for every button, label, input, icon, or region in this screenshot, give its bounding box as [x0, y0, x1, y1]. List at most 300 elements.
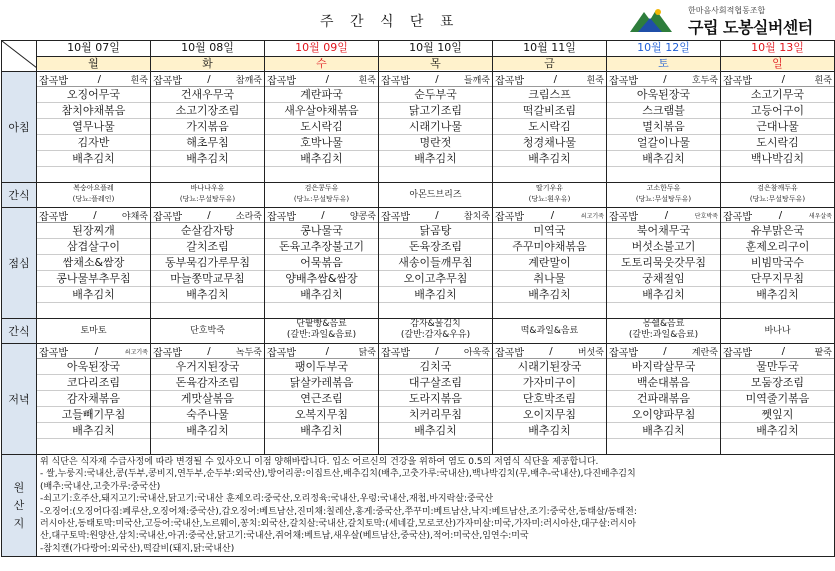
meal-header: [265, 208, 378, 223]
menu-item: 취나물: [493, 271, 606, 287]
origin-label-char: 원: [13, 480, 25, 494]
snack-diabetic: (당뇨:플레인): [72, 195, 115, 203]
menu-item-blank: [151, 439, 264, 454]
menu-item: 배추김치: [379, 151, 492, 167]
menu-item-blank: [493, 303, 606, 318]
porridge-label: 야채죽: [121, 211, 148, 222]
menu-item-blank: [37, 439, 150, 454]
meal-header: [37, 344, 150, 359]
dinner-label-cell: [2, 344, 37, 455]
menu-item-blank: [493, 439, 606, 454]
snack-main: 검은참깨두유: [757, 184, 798, 192]
menu-item: 김치국: [379, 359, 492, 375]
snack-pm-cell: [151, 319, 265, 344]
date-header-cell: [493, 41, 607, 57]
snack-diabetic: (갈반:과일&음료): [628, 330, 699, 340]
menu-item: 비빔막국수: [721, 255, 834, 271]
date-header-cell: [607, 41, 721, 57]
menu-item: 배추김치: [493, 287, 606, 303]
date-header-cell: [151, 41, 265, 57]
menu-item: 백나박김치: [721, 151, 834, 167]
menu-item-blank: [37, 167, 150, 182]
menu-item: 배추김치: [37, 423, 150, 439]
separator: /: [550, 209, 555, 221]
date-header-cell: [721, 41, 835, 57]
lunch-cell: [265, 208, 379, 319]
porridge-label: 흰죽: [586, 75, 604, 86]
separator: /: [93, 209, 97, 221]
meal-header: [721, 72, 834, 87]
snack-main: 떡&과일&음료: [520, 326, 579, 336]
snack-main: 감자&물김치: [410, 319, 461, 329]
breakfast-cell: [493, 72, 607, 183]
menu-item: 멸치볶음: [607, 119, 720, 135]
menu-item: 배추김치: [265, 287, 378, 303]
rice-label: 잡곡밥: [267, 347, 296, 359]
menu-item: 훈제오리구이: [721, 239, 834, 255]
porridge-label: 아욱죽: [463, 347, 490, 358]
snack-diabetic: (당뇨:무설탕두유): [293, 195, 350, 203]
snack-diabetic: (당뇨:무설탕두유): [635, 195, 692, 203]
menu-item: 양배추쌈&쌈장: [265, 271, 378, 287]
note-line: 러시아산,동태토막:미국산,고등어:국내산,노르웨이,꽁치:외국산,갈치살:국내산,갈치토막:(세네갈,모로코산)가자미살:미국,가자미:러시아산,대구살:러시아: [40, 519, 637, 530]
lunch-cell: [493, 208, 607, 319]
origin-label-char: 산: [13, 498, 25, 512]
dinner-cell: [265, 344, 379, 455]
porridge-label: 녹두죽: [235, 347, 262, 358]
menu-item: 시래기된장국: [493, 359, 606, 375]
menu-item: 쩻잎지: [721, 407, 834, 423]
menu-item: 배추김치: [721, 287, 834, 303]
snack-am-cell: [265, 183, 379, 208]
menu-item: 스크램블: [607, 103, 720, 119]
dinner-cell: [493, 344, 607, 455]
menu-item: 모둠장조림: [721, 375, 834, 391]
menu-item: 돈육감자조림: [151, 375, 264, 391]
menu-item: 백순대볶음: [607, 375, 720, 391]
snack-diabetic: (갈반:감자&우유): [400, 330, 471, 340]
menu-item: 게맛살볶음: [151, 391, 264, 407]
snack-pm-label: 간식: [8, 325, 30, 338]
day-header-cell: [607, 57, 721, 72]
breakfast-cell: [379, 72, 493, 183]
menu-item: 배추김치: [37, 287, 150, 303]
org-name: 구립 도봉실버센터: [688, 18, 813, 37]
snack-main: 아몬드브리즈: [409, 190, 462, 200]
breakfast-cell: [607, 72, 721, 183]
lunch-cell: [721, 208, 835, 319]
porridge-label: 참치죽: [463, 211, 490, 222]
snack-pm-cell: [607, 319, 721, 344]
menu-item-blank: [607, 167, 720, 182]
rice-label: 잡곡밥: [381, 347, 410, 359]
menu-item: 명란젓: [379, 135, 492, 151]
day-header-cell: [37, 57, 151, 72]
menu-item: 새송이들깨무침: [379, 255, 492, 271]
menu-item: 아욱된장국: [37, 359, 150, 375]
date-header-cell: [37, 41, 151, 57]
snack-am-cell: [151, 183, 265, 208]
org-subtitle: 한마음사회적협동조합: [688, 6, 766, 15]
menu-item: 호박나물: [265, 135, 378, 151]
day-date: 10월 09일: [295, 41, 348, 54]
day-date: 10월 13일: [751, 41, 804, 54]
lunch-row: [2, 208, 835, 319]
menu-item: 순살감자탕: [151, 223, 264, 239]
separator: /: [207, 73, 211, 85]
page-title: 주 간 식 단 표: [320, 14, 460, 30]
date-header-cell: [265, 41, 379, 57]
day-header-cell: [265, 57, 379, 72]
menu-item: 참치야채볶음: [37, 103, 150, 119]
menu-item: 된장찌개: [37, 223, 150, 239]
menu-item: 배추김치: [721, 423, 834, 439]
menu-item: 소고기무국: [721, 87, 834, 103]
porridge-label: 호두죽: [691, 75, 718, 86]
snack-pm-cell: [37, 319, 151, 344]
snack-main: 복숭아요플레: [73, 184, 114, 192]
origin-label-char: 지: [13, 516, 25, 530]
porridge-label: 흰죽: [814, 75, 832, 86]
menu-item: 우거지된장국: [151, 359, 264, 375]
day-name: 금: [493, 57, 606, 70]
menu-item: 치커리무침: [379, 407, 492, 423]
porridge-label: 들깨죽: [463, 75, 490, 86]
menu-item: 배추김치: [37, 151, 150, 167]
snack-main: 바나나: [764, 326, 791, 336]
menu-item: 버섯소불고기: [607, 239, 720, 255]
separator: /: [97, 73, 101, 85]
snack-am-label-cell: [2, 183, 37, 208]
menu-item-blank: [379, 439, 492, 454]
menu-item: 숙주나물: [151, 407, 264, 423]
menu-item: 고등어구이: [721, 103, 834, 119]
day-header-cell: [721, 57, 835, 72]
snack-am-cell: [493, 183, 607, 208]
separator: /: [435, 345, 439, 357]
day-header-cell: [151, 57, 265, 72]
rice-label: 잡곡밥: [495, 211, 524, 223]
meal-header: [493, 72, 606, 87]
snack-main: 몽쉘&음료: [642, 319, 685, 329]
meal-header: [493, 208, 606, 223]
menu-item: 삼겹살구이: [37, 239, 150, 255]
menu-item: 도시락김: [721, 135, 834, 151]
breakfast-cell: [265, 72, 379, 183]
rice-label: 잡곡밥: [495, 75, 524, 87]
day-name: 수: [265, 57, 378, 70]
menu-item-blank: [379, 167, 492, 182]
porridge-label: 쇠고기죽: [124, 348, 148, 356]
snack-diabetic: (당뇨:무설탕두유): [179, 195, 236, 203]
snack-am-cell: [379, 183, 493, 208]
day-name: 일: [721, 57, 834, 70]
rice-label: 잡곡밥: [723, 211, 752, 223]
porridge-label: 흰죽: [358, 75, 376, 86]
menu-item: 배추김치: [607, 423, 720, 439]
rice-label: 잡곡밥: [153, 75, 182, 87]
menu-item: 시래기나물: [379, 119, 492, 135]
menu-item: 가지볶음: [151, 119, 264, 135]
breakfast-cell: [37, 72, 151, 183]
menu-item: 미역줄기볶음: [721, 391, 834, 407]
menu-item-blank: [265, 439, 378, 454]
separator: /: [325, 73, 329, 85]
meal-header: [265, 344, 378, 359]
snack-pm-label-cell: [2, 319, 37, 344]
snack-main: 바나나우유: [190, 184, 225, 192]
menu-item: 도토리묵웃갓무침: [607, 255, 720, 271]
note-line: 산,대구토막:원양산,삼치:국내산,아귀:중국산,닭고기:국내산,쥐어채:베트남,새우살(베트남산,중국산),적어:미국산,임연수:미국: [40, 531, 529, 542]
snack-pm-cell: [493, 319, 607, 344]
menu-item: 배추김치: [265, 423, 378, 439]
menu-item: 건파래볶음: [607, 391, 720, 407]
separator: /: [664, 209, 669, 221]
menu-item-blank: [151, 303, 264, 318]
menu-item: 단무지무침: [721, 271, 834, 287]
menu-item: 돈육고추장불고기: [265, 239, 378, 255]
snack-main: 토마토: [80, 326, 107, 336]
rice-label: 잡곡밥: [39, 347, 68, 359]
dinner-cell: [151, 344, 265, 455]
porridge-label: 참깨죽: [235, 75, 262, 86]
separator: /: [663, 345, 667, 357]
day-date: 10월 11일: [523, 41, 576, 54]
menu-item: 청경채나물: [493, 135, 606, 151]
day-name: 월: [37, 57, 150, 70]
meal-header: [151, 208, 264, 223]
day-header-cell: [493, 57, 607, 72]
meal-header: [151, 344, 264, 359]
menu-item-blank: [37, 303, 150, 318]
mountain-logo-icon: [628, 4, 674, 34]
menu-item: 소고기장조림: [151, 103, 264, 119]
menu-item-blank: [151, 167, 264, 182]
menu-item: 도라지볶음: [379, 391, 492, 407]
menu-item: 도시락김: [493, 119, 606, 135]
menu-item: 크림스프: [493, 87, 606, 103]
separator: /: [781, 345, 785, 357]
dinner-cell: [379, 344, 493, 455]
porridge-label: 새우살죽: [808, 212, 832, 220]
porridge-label: 팥죽: [814, 347, 832, 358]
meal-header: [37, 72, 150, 87]
dinner-label: 저녁: [8, 393, 30, 406]
separator: /: [207, 345, 211, 357]
rice-label: 잡곡밥: [723, 347, 752, 359]
corner-diagonal: [2, 41, 37, 68]
menu-item: 북어채무국: [607, 223, 720, 239]
breakfast-cell: [151, 72, 265, 183]
menu-item: 건새우무국: [151, 87, 264, 103]
menu-item: 배추김치: [151, 151, 264, 167]
menu-item-blank: [265, 167, 378, 182]
snack-am-cell: [607, 183, 721, 208]
menu-item: 돈육장조림: [379, 239, 492, 255]
origin-label: [2, 479, 36, 533]
menu-item: 가자미구이: [493, 375, 606, 391]
menu-item: 미역국: [493, 223, 606, 239]
menu-item: 연근조림: [265, 391, 378, 407]
day-date: 10월 08일: [181, 41, 234, 54]
menu-item: 동부묵김가루무침: [151, 255, 264, 271]
lunch-cell: [151, 208, 265, 319]
snack-am-cell: [721, 183, 835, 208]
menu-item: 마늘쫑막교무침: [151, 271, 264, 287]
note-line: -오징어:(오징어다짐:페루산,오징어채:중국산),갑오징어:베트남산,진미채:칠레산,홍게:중국산,쭈꾸미:베트남산,낙지:베트남산,조기:중국산,동태살/동태전:: [40, 506, 637, 517]
breakfast-label: 아침: [8, 121, 30, 134]
day-header-cell: [379, 57, 493, 72]
rice-label: 잡곡밥: [153, 347, 182, 359]
snack-main: 고소한두유: [646, 184, 681, 192]
menu-item: 쌈채소&쌈장: [37, 255, 150, 271]
separator: /: [553, 73, 557, 85]
menu-item: 바지락살무국: [607, 359, 720, 375]
menu-item: 닭곰탕: [379, 223, 492, 239]
snack-am-cell: [37, 183, 151, 208]
separator: /: [435, 73, 439, 85]
snack-pm-cell: [721, 319, 835, 344]
note-line: - 쌀,누룽지:국내산,콩(두부,콩비지,연두부,순두부:외국산),방어리콩:이집트산,배추김치(배추,고춧가루:국내산),백나박김치(무,배추-국내산),다진배추김치: [40, 469, 636, 480]
snack-main: 검은콩두유: [304, 184, 339, 192]
note-line: 위 식단은 식자재 수급사정에 따라 변경될 수 있사오니 이점 양해바랍니다. 입소 어르신의 건강을 위하여 염도 0.5의 저염식 식단을 제공합니다.: [40, 457, 599, 467]
snack-diabetic: (당뇨:무설탕두유): [749, 195, 806, 203]
note-line: -참치캔(가다랑어:외국산),떡갈비(돼지,닭:국내산): [40, 543, 235, 554]
meal-header: [607, 72, 720, 87]
lunch-cell: [379, 208, 493, 319]
separator: /: [321, 209, 325, 221]
meal-header: [721, 208, 834, 223]
corner-cell: [2, 41, 37, 72]
day-date: 10월 07일: [67, 41, 120, 54]
lunch-label-cell: [2, 208, 37, 319]
menu-item: 아욱된장국: [607, 87, 720, 103]
menu-item: 근대나물: [721, 119, 834, 135]
menu-item: 계란파국: [265, 87, 378, 103]
snack-pm-cell: [265, 319, 379, 344]
rice-label: 잡곡밥: [267, 211, 296, 223]
breakfast-cell: [721, 72, 835, 183]
menu-item: 배추김치: [265, 151, 378, 167]
menu-item: 배추김치: [379, 423, 492, 439]
menu-item: 열무나물: [37, 119, 150, 135]
snack-main: 단팥빵&음료: [296, 319, 347, 329]
menu-item-blank: [721, 167, 834, 182]
rice-label: 잡곡밥: [723, 75, 752, 87]
porridge-label: 계란죽: [691, 347, 718, 358]
menu-item: 배추김치: [493, 151, 606, 167]
separator: /: [207, 209, 211, 221]
lunch-cell: [607, 208, 721, 319]
rice-label: 잡곡밥: [381, 75, 410, 87]
menu-item: 배추김치: [493, 423, 606, 439]
menu-item: 오이고추무침: [379, 271, 492, 287]
menu-item: 해초무침: [151, 135, 264, 151]
rice-label: 잡곡밥: [609, 75, 638, 87]
menu-item: 오복지무침: [265, 407, 378, 423]
meal-header: [265, 72, 378, 87]
origin-notes: [37, 455, 834, 556]
rice-label: 잡곡밥: [609, 211, 638, 223]
rice-label: 잡곡밥: [39, 75, 68, 87]
menu-item-blank: [379, 303, 492, 318]
separator: /: [781, 73, 785, 85]
day-date: 10월 10일: [409, 41, 462, 54]
menu-item: 대구살조림: [379, 375, 492, 391]
breakfast-label-cell: [2, 72, 37, 183]
menu-item: 주꾸미야채볶음: [493, 239, 606, 255]
page-header: [0, 0, 835, 40]
porridge-label: 닭죽: [358, 347, 376, 358]
meal-header: [607, 344, 720, 359]
snack-diabetic: (갈반:과일&음료): [286, 330, 357, 340]
menu-item: 닭고기조림: [379, 103, 492, 119]
rice-label: 잡곡밥: [153, 211, 182, 223]
menu-item: 얼갈이나물: [607, 135, 720, 151]
menu-item: 어묵볶음: [265, 255, 378, 271]
separator: /: [435, 209, 439, 221]
menu-item: 배추김치: [151, 287, 264, 303]
menu-item: 물만두국: [721, 359, 834, 375]
menu-item: 갈치조림: [151, 239, 264, 255]
day-name: 화: [151, 57, 264, 70]
menu-item: 궁채절임: [607, 271, 720, 287]
menu-item-blank: [493, 167, 606, 182]
menu-item-blank: [265, 303, 378, 318]
separator: /: [94, 345, 99, 357]
day-name: 토: [607, 57, 720, 70]
menu-item: 닭살카레볶음: [265, 375, 378, 391]
menu-item: 단호박조림: [493, 391, 606, 407]
porridge-label: 양콩죽: [349, 211, 376, 222]
snack-diabetic: (당뇨:흰우유): [528, 195, 571, 203]
menu-item: 고들빼기무침: [37, 407, 150, 423]
meal-header: [151, 72, 264, 87]
menu-item: 콩나물부추무침: [37, 271, 150, 287]
separator: /: [549, 345, 553, 357]
separator: /: [663, 73, 667, 85]
menu-item-blank: [607, 303, 720, 318]
day-name: 목: [379, 57, 492, 70]
dinner-cell: [37, 344, 151, 455]
menu-item: 김자반: [37, 135, 150, 151]
note-line: (배추:국내산,고춧가루:중국산): [40, 481, 161, 492]
dinner-cell: [721, 344, 835, 455]
snack-main: 딸기우유: [535, 184, 564, 192]
snack-am-label: 간식: [8, 189, 30, 202]
breakfast-row: [2, 72, 835, 183]
menu-item: 떡갈비조림: [493, 103, 606, 119]
rice-label: 잡곡밥: [381, 211, 410, 223]
rice-label: 잡곡밥: [495, 347, 524, 359]
snack-pm-cell: [379, 319, 493, 344]
meal-table: [1, 40, 835, 557]
lunch-label: 점심: [8, 257, 30, 270]
menu-item: 유부맑은국: [721, 223, 834, 239]
rice-label: 잡곡밥: [609, 347, 638, 359]
meal-header: [37, 208, 150, 223]
menu-item: 계란말이: [493, 255, 606, 271]
lunch-cell: [37, 208, 151, 319]
porridge-label: 버섯죽: [577, 347, 604, 358]
separator: /: [325, 345, 329, 357]
meal-header: [493, 344, 606, 359]
menu-item-blank: [721, 439, 834, 454]
menu-item: 팽이두부국: [265, 359, 378, 375]
menu-item: 감자채볶음: [37, 391, 150, 407]
note-line: -쇠고기:호주산,돼지고기:국내산,닭고기:국내산 훈제오리:중국산,오리정육:국내산,우렁:국내산,재첩,바지락살:중국산: [40, 494, 494, 505]
meal-header: [379, 344, 492, 359]
